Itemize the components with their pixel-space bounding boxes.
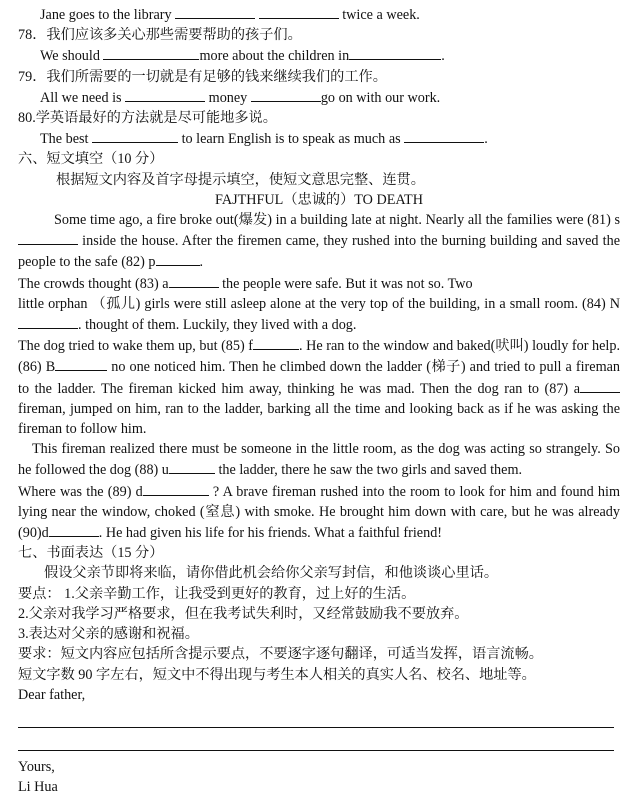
q80-chinese: 80.学英语最好的方法就是尽可能地多说。 (18, 110, 277, 127)
q79-post-text: go on with our work. (320, 89, 441, 106)
q78-mid-text: more about the children in (199, 48, 350, 65)
p6-text-c: . He had given his life for his friends. What a faithful friend! (98, 525, 443, 542)
p6-text-a: Where was the (89) d (18, 483, 143, 500)
p4-text-b: . He ran to the window and baked(吠叫) loudly for help. (86) B (18, 338, 620, 376)
passage-paragraph-4 (18, 335, 620, 439)
letter-closing: Yours, (18, 758, 55, 775)
q78-blank-1[interactable] (103, 45, 199, 60)
key-point-1: 要点： 1.父亲辛勤工作，让我受到更好的教育，过上好的生活。 (18, 585, 416, 602)
q78-blank-2[interactable] (349, 45, 441, 60)
writing-prompt: 假设父亲节即将来临，请你借此机会给你父亲写封信，和他谈谈心里话。 (44, 565, 499, 582)
q80-mid-text: to learn English is to speak as much as (181, 131, 401, 148)
q79-blank-1[interactable] (125, 87, 205, 102)
letter-salutation: Dear father, (18, 686, 86, 703)
q78-post-text: . (441, 48, 445, 65)
p4-text-a: The dog tried to wake them up, but (85) f (18, 338, 254, 355)
p1-text-c: . (199, 254, 204, 271)
blank-89[interactable] (143, 481, 209, 496)
writing-line-1[interactable] (18, 705, 614, 728)
q80-english (18, 128, 620, 149)
q80-blank-2[interactable] (404, 128, 484, 143)
letter-signature: Li Hua (18, 779, 58, 796)
passage-paragraph-2 (18, 273, 620, 294)
q80-post-text: . (484, 131, 488, 148)
passage-title: FAJTHFUL（忠诚的）TO DEATH (215, 191, 423, 208)
p6-text-b: ? A brave fireman rushed into the room to look for him and found him lying near the window, choked (窒息) with smoke. He brought him down with care, but he was already (90)d (18, 483, 620, 542)
p2-text-b: the people were safe. But it was not so. Two (218, 275, 473, 292)
section7-heading: 七、书面表达（15 分） (18, 545, 164, 562)
p1-text-b: inside the house. After the firemen came, they rushed into the burning building and saved the people to the safe (82) p (18, 233, 620, 271)
blank-84[interactable] (18, 314, 78, 329)
passage-paragraph-5 (18, 439, 620, 480)
writing-line-2[interactable] (18, 728, 614, 751)
blank-86[interactable] (55, 356, 107, 371)
blank-81[interactable] (18, 230, 78, 245)
p4-text-d: fireman, jumped on him, ran to the ladder, barking all the time and looking back as if he was asking the fireman to follow him. (18, 400, 620, 438)
section6-heading: 六、短文填空（10 分） (18, 151, 164, 168)
q79-pre-text: All we need is (40, 89, 122, 106)
q78-chinese: 78．我们应该多关心那些需要帮助的孩子们。 (18, 27, 302, 44)
p5-text-b: the ladder, there he saw the two girls and saved them. (214, 462, 523, 479)
blank-83[interactable] (169, 273, 219, 288)
q77-blank-2[interactable] (259, 4, 339, 19)
q80-pre-text: The best (40, 131, 89, 148)
p2-text-a: The crowds thought (83) a (18, 275, 169, 292)
q77-blank-1[interactable] (175, 4, 255, 19)
q79-mid-text: money (208, 89, 248, 106)
q79-blank-2[interactable] (251, 87, 321, 102)
p5-text-a: This fireman realized there must be someone in the little room, as the dog was acting so strangely. So he followed the dog (88) u (18, 441, 620, 479)
q78-pre-text: We should (40, 48, 100, 65)
q79-chinese: 79．我们所需要的一切就是有足够的钱来继续我们的工作。 (18, 68, 387, 85)
blank-88[interactable] (169, 459, 215, 474)
q80-blank-1[interactable] (92, 128, 178, 143)
passage-paragraph-6 (18, 481, 620, 544)
q77-pre-text: Jane goes to the library (40, 7, 172, 23)
p4-text-c: no one noticed him. Then he climbed down the ladder (梯子) and tried to pull a fireman to the ladder. The fireman kicked him away, thinking he was mad. Then the dog ran to (87) a (18, 359, 620, 397)
p3-text-b: . thought of them. Luckily, they lived with a dog. (78, 317, 357, 334)
passage-paragraph-3 (18, 294, 620, 335)
p1-text-a: Some time ago, a fire broke out(爆发) in a building late at night. Nearly all the families were (81) s (54, 212, 620, 229)
key-point-3: 3.表达对父亲的感谢和祝福。 (18, 626, 199, 643)
requirement-1: 要求：短文内容应包括所含提示要点，不要逐字逐句翻译，可适当发挥，语言流畅。 (18, 646, 543, 663)
passage-paragraph-1 (18, 210, 620, 273)
requirement-2: 短文字数 90 字左右，短文中不得出现与考生本人相关的真实人名、校名、地址等。 (18, 666, 536, 683)
q77-line (18, 4, 620, 25)
section6-instruction: 根据短文内容及首字母提示填空，使短文意思完整、连贯。 (56, 171, 425, 188)
blank-85[interactable] (253, 335, 299, 350)
q77-post-text: twice a week. (342, 7, 420, 23)
key-point-2: 2.父亲对我学习严格要求，但在我考试失利时，又经常鼓励我不要放弃。 (18, 605, 469, 622)
blank-87[interactable] (580, 378, 620, 393)
p3-text-a: little orphan （孤儿) girls were still asleep alone at the very top of the building, in a small room. (84) N (18, 295, 620, 312)
q79-english (18, 87, 620, 108)
blank-82[interactable] (156, 251, 200, 266)
blank-90[interactable] (49, 522, 99, 537)
q78-english (18, 45, 620, 66)
